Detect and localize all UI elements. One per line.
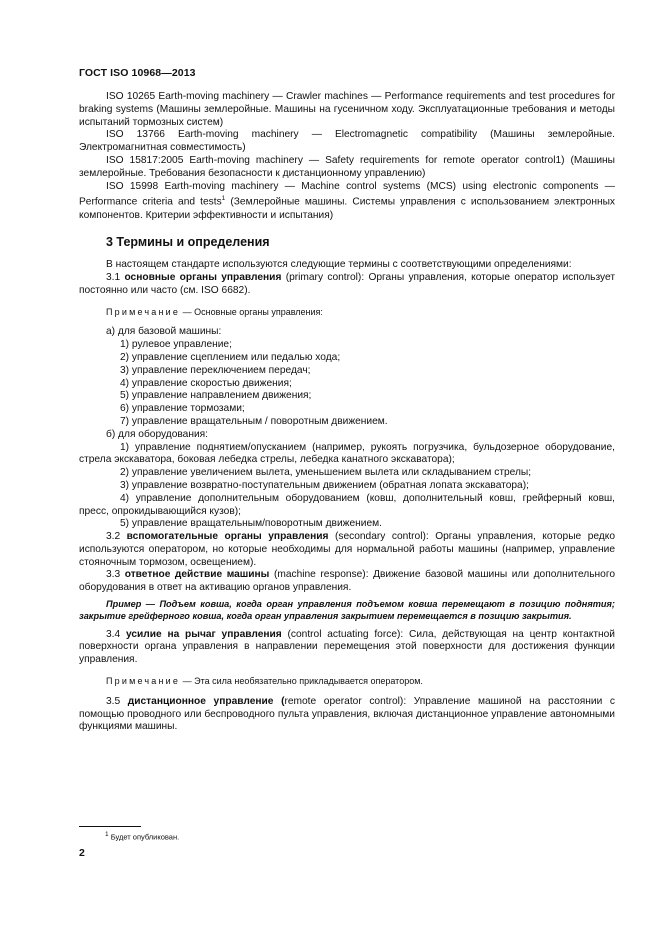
list-item: 2) управление увеличением вылета, уменьшением вылета или складыванием стрелы; xyxy=(120,467,532,479)
term-definition: remote operator control): Управление машиной на расстоянии с помощью проводного или беспроводного пульта управления, включая дистанционное управление автономными функциями машины. xyxy=(79,695,615,733)
term-number: 3.4 xyxy=(106,628,126,640)
term-name: основные органы управления xyxy=(124,271,282,283)
note-label: Примечание xyxy=(106,676,181,687)
list-a-heading: а) для базовой машины: xyxy=(106,326,222,338)
footnote-divider xyxy=(79,826,141,827)
section-title: 3 Термины и определения xyxy=(106,235,270,250)
term-3-2 xyxy=(79,531,615,569)
list-item: 4) управление скоростью движения; xyxy=(120,377,292,389)
reference-iso-10265: ISO 10265 Earth-moving machinery — Crawler machines — Performance requirements and test procedures for braking systems (Машины землеройные. Машины на гусеничном ходу. Эксплуатационные требования и методы испытаний тормозных систем) xyxy=(79,91,615,128)
term-3-5 xyxy=(79,696,615,734)
note-primary-controls xyxy=(106,306,615,319)
note-text: — Эта сила необязательно прикладывается оператором. xyxy=(180,676,423,687)
term-number: 3.3 xyxy=(106,569,125,581)
page-body xyxy=(79,91,615,734)
note-label: Примечание xyxy=(106,306,181,317)
footnote-mark: 1 xyxy=(105,831,109,838)
footnote xyxy=(105,831,179,842)
reference-iso-13766: ISO 13766 Earth-moving machinery — Electromagnetic compatibility (Машины землеройные. Электромагнитная совместимость) xyxy=(79,129,615,154)
list-item: 6) управление тормозами; xyxy=(120,403,245,415)
reference-iso-15998 xyxy=(79,181,615,223)
example-text: Пример — Подъем ковша, когда орган управления подъемом ковша перемещают в позицию поднятия; закрытие грейферного ковша, когда орган управления закрытием перемещается в позицию закрытия. xyxy=(79,599,615,621)
term-3-3 xyxy=(79,569,615,595)
term-name: ответное действие машины xyxy=(124,569,270,581)
section-intro: В настоящем стандарте используются следующие термины с соответствующими определениями: xyxy=(106,259,572,271)
term-definition: (control actuating force): Сила, действующая на центр контактной поверхности органа управления в направлении перемещения этой поверхности для достижения функции управления. xyxy=(79,628,615,666)
term-number: 3.2 xyxy=(106,531,127,543)
term-name: дистанционное управление ( xyxy=(127,695,285,707)
list-item: 4) управление дополнительным оборудованием (ковш, дополнительный ковш, грейферный ковш, пресс, опрокидывающийся кузов); xyxy=(79,492,615,517)
term-3-1 xyxy=(79,272,615,298)
list-item: 5) управление направлением движения; xyxy=(120,390,312,402)
term-definition: (secondary control): Органы управления, которые редко используются оператором, но которые необходимы для нормальной работы машины (например, управление стояночным тормозом, освещением). xyxy=(79,531,615,568)
reference-text: ISO 15998 Earth-moving machinery — Machine control systems (MCS) using electronic components — Performance criteria and tests xyxy=(79,180,615,208)
list-item: 3) управление переключением передач; xyxy=(120,364,311,376)
list-item: 7) управление вращательным / поворотным движением. xyxy=(120,415,388,427)
term-name: вспомогательные органы управления xyxy=(126,531,329,543)
note-text: — Основные органы управления: xyxy=(180,306,323,317)
list-item: 1) управление поднятием/опусканием (например, рукоять погрузчика, бульдозерное оборудование, стрела экскаватора, боковая лебедка стрелы, лебедка канатного экскаватора); xyxy=(79,441,615,466)
page-number: 2 xyxy=(79,847,85,859)
list-item: 5) управление вращательным/поворотным движением. xyxy=(120,518,382,530)
term-name: усилие на рычаг управления xyxy=(125,628,282,640)
term-3-4 xyxy=(79,629,615,667)
term-definition: (machine response): Движение базовой машины или дополнительного оборудования в ответ на активацию органов управления. xyxy=(79,569,615,594)
term-number: 3.1 xyxy=(106,271,125,283)
term-number: 3.5 xyxy=(106,695,128,707)
running-header: ГОСТ ISO 10968—2013 xyxy=(79,67,196,79)
list-item: 3) управление возвратно-поступательным движением (обратная лопата экскаватора); xyxy=(120,479,529,491)
footnote-text: Будет опубликован. xyxy=(108,832,180,842)
list-item: 2) управление сцеплением или педалью хода; xyxy=(120,351,341,363)
note-actuating-force xyxy=(106,675,615,688)
term-definition: (primary control): Органы управления, которые оператор использует постоянно или часто (см. ISO 6682). xyxy=(79,271,615,296)
reference-iso-15817: ISO 15817:2005 Earth-moving machinery — Safety requirements for remote operator control1) (Машины землеройные. Требования безопасности к дистанционному управлению) xyxy=(79,154,615,179)
footnote-marker: 1 xyxy=(221,195,226,203)
reference-translation: (Землеройные машины. Системы управления с использованием электронных компонентов. Критерии эффективности и испытания) xyxy=(79,196,616,221)
list-b-heading: б) для оборудования: xyxy=(106,428,209,440)
list-item: 1) рулевое управление; xyxy=(120,339,232,351)
